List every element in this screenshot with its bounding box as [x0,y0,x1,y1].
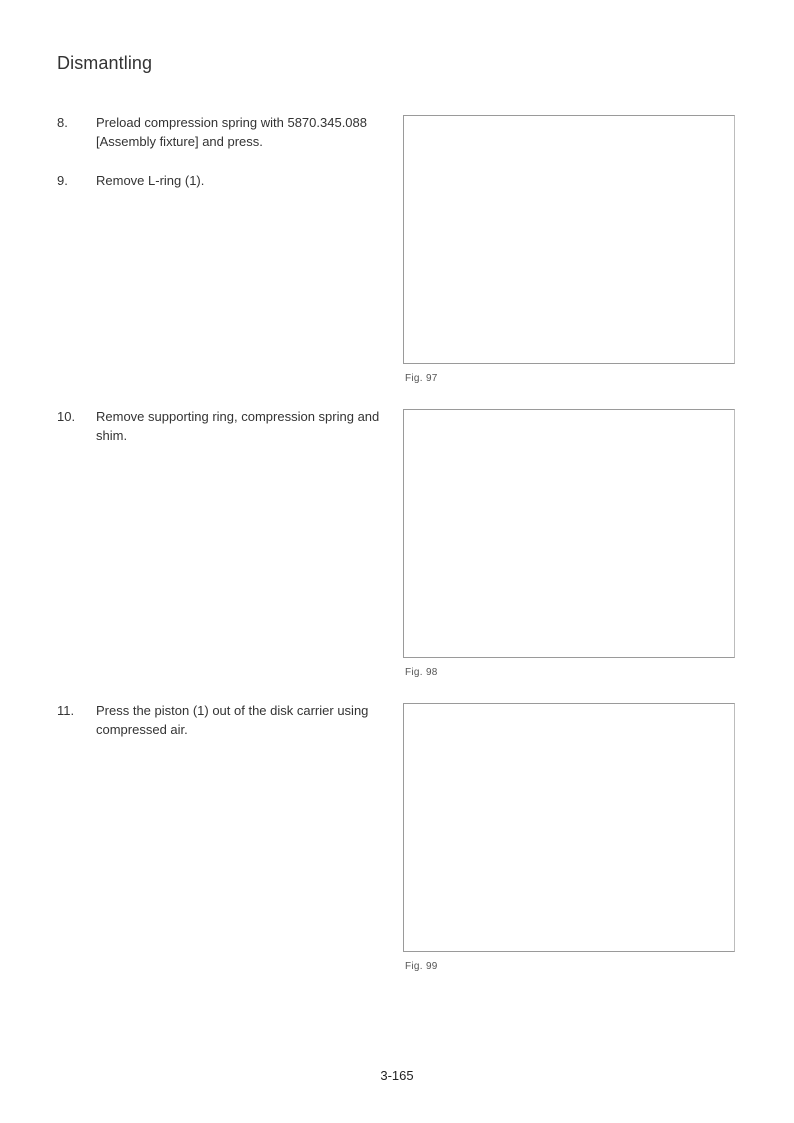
page-number: 3-165 [380,1068,414,1083]
figure-98-caption: Fig. 98 [405,667,438,678]
step-number: 8. [57,115,68,130]
page-title: Dismantling [57,53,153,73]
step-number: 11. [57,703,75,718]
step-instruction: Remove L-ring (1). [96,173,205,188]
step-11 [57,701,392,739]
step-10 [57,407,392,445]
step-instruction: Remove supporting ring, compression spring and shim. [96,409,380,443]
figure-99-caption: Fig. 99 [405,961,438,972]
figure-97-caption: Fig. 97 [405,373,438,384]
step-number: 9. [57,173,68,188]
figure-99-image [403,703,735,952]
step-instruction: Press the piston (1) out of the disk carrier using compressed air. [96,703,369,737]
figure-98-image [403,409,735,658]
step-instruction: Preload compression spring with 5870.345.088 [Assembly fixture] and press. [96,115,368,149]
step-number: 10. [57,409,76,424]
figure-97-image [403,115,735,364]
step-8 [57,113,392,151]
step-9 [57,171,392,190]
